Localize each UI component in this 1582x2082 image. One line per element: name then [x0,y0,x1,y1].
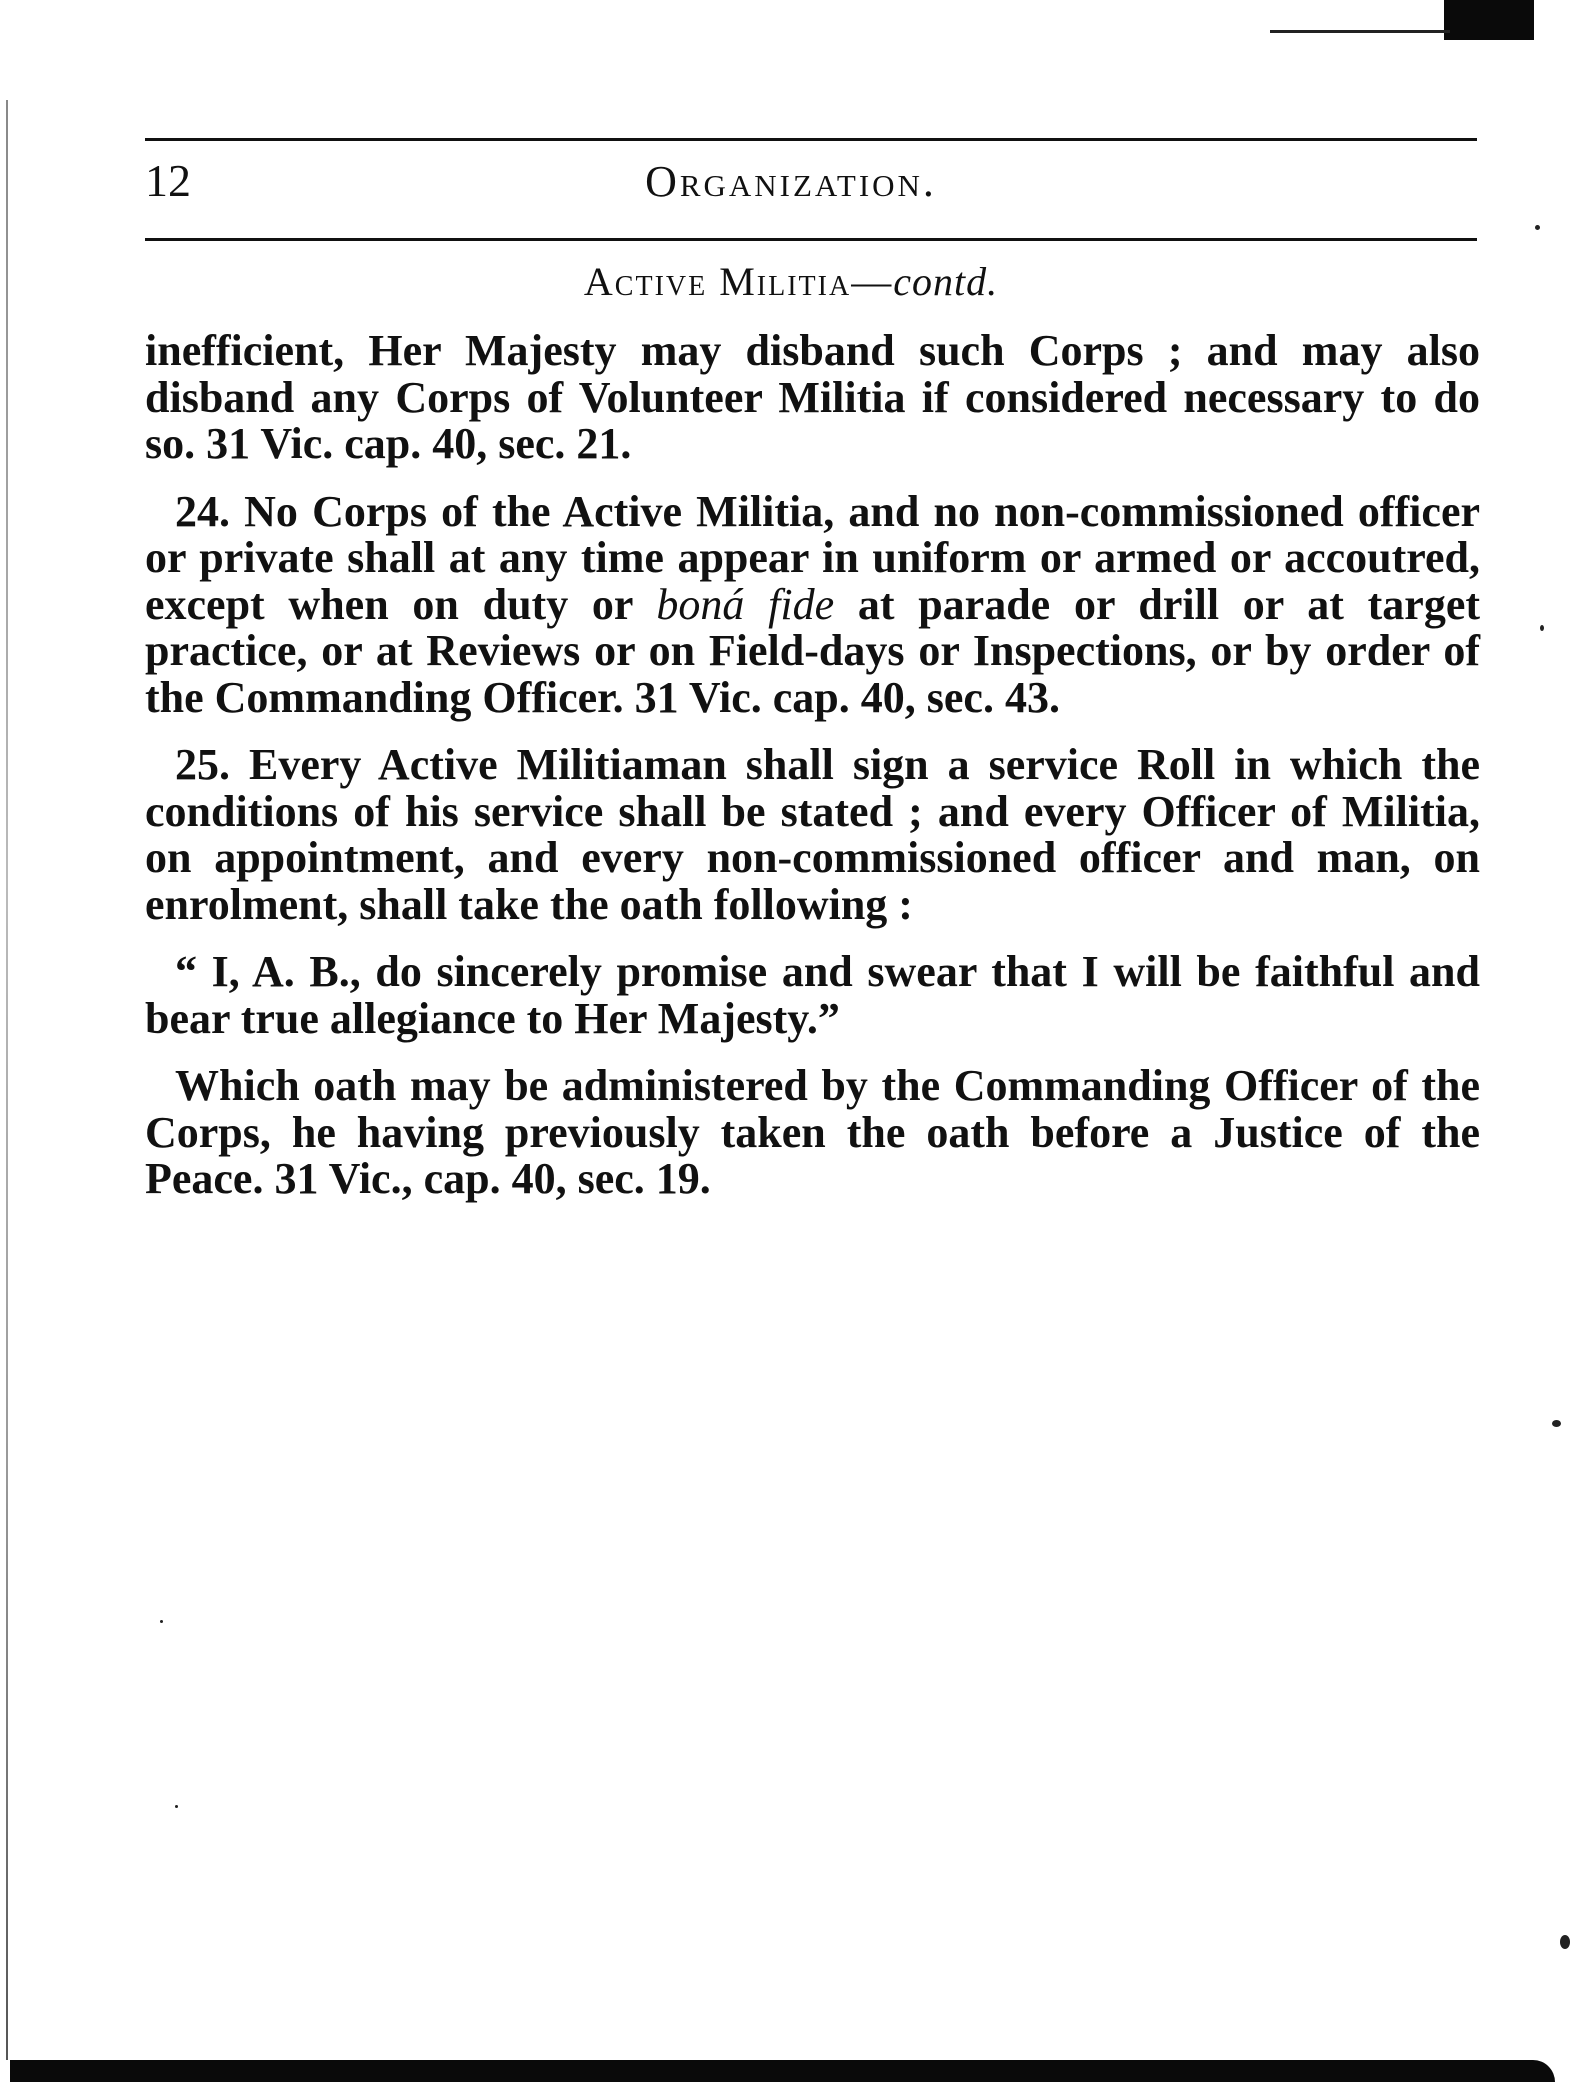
scan-artifact-line [1270,30,1450,33]
oath-quote: “ I, A. B., do sincerely promise and swear that I will be faithful and bear true allegiance to Her Majesty.” [145,947,1480,1043]
paragraph-25: 25. Every Active Militiaman shall sign a service Roll in which the conditions of his service shall be stated ; and every Officer of Militia, on appointment, and every non-commissioned officer and man, on enrolment, shall take the oath following : [145,740,1480,929]
scan-speck [160,1620,163,1623]
page-number: 12 [145,155,191,206]
paragraph-24-text-b: at parade or drill or at target practice, or at Reviews or on Field-days or Inspections, or by order of the Commanding Officer. 31 Vic. cap. 40, sec. 43. [145,579,1481,722]
header-rule-bottom [145,238,1477,241]
section-heading [0,259,1582,304]
section-contd: contd. [893,259,999,304]
scan-speck [1540,625,1544,631]
scan-artifact-top [1444,0,1534,40]
scan-speck [1560,1935,1570,1949]
paragraph-24-text-a: 24. No Corps of the Active Militia, and no non-commissioned officer or private shall at any time appear in uniform or armed or accoutred, except when on duty or [145,486,1480,629]
paragraph-oath-administration: Which oath may be administered by the Commanding Officer of the Corps, he having previously taken the oath before a Justice of the Peace. 31 Vic., cap. 40, sec. 19. [145,1061,1480,1203]
scan-speck [1552,1420,1561,1427]
scan-speck [175,1805,178,1808]
scan-speck [1535,225,1540,230]
header-rule-top [145,138,1477,141]
running-title: Organization. [645,157,937,206]
section-title: Active Militia— [583,259,894,304]
paragraph-24 [145,486,1481,722]
page-bottom-edge [10,2060,1555,2082]
paragraph-continued: inefficient, Her Majesty may disband such Corps ; and may also disband any Corps of Volunteer Militia if considered necessary to do so. 31 Vic. cap. 40, sec. 21. [145,326,1480,468]
body-text [145,328,1480,1224]
page-left-edge [6,100,8,2060]
paragraph-24-italic: boná fide [656,579,835,629]
